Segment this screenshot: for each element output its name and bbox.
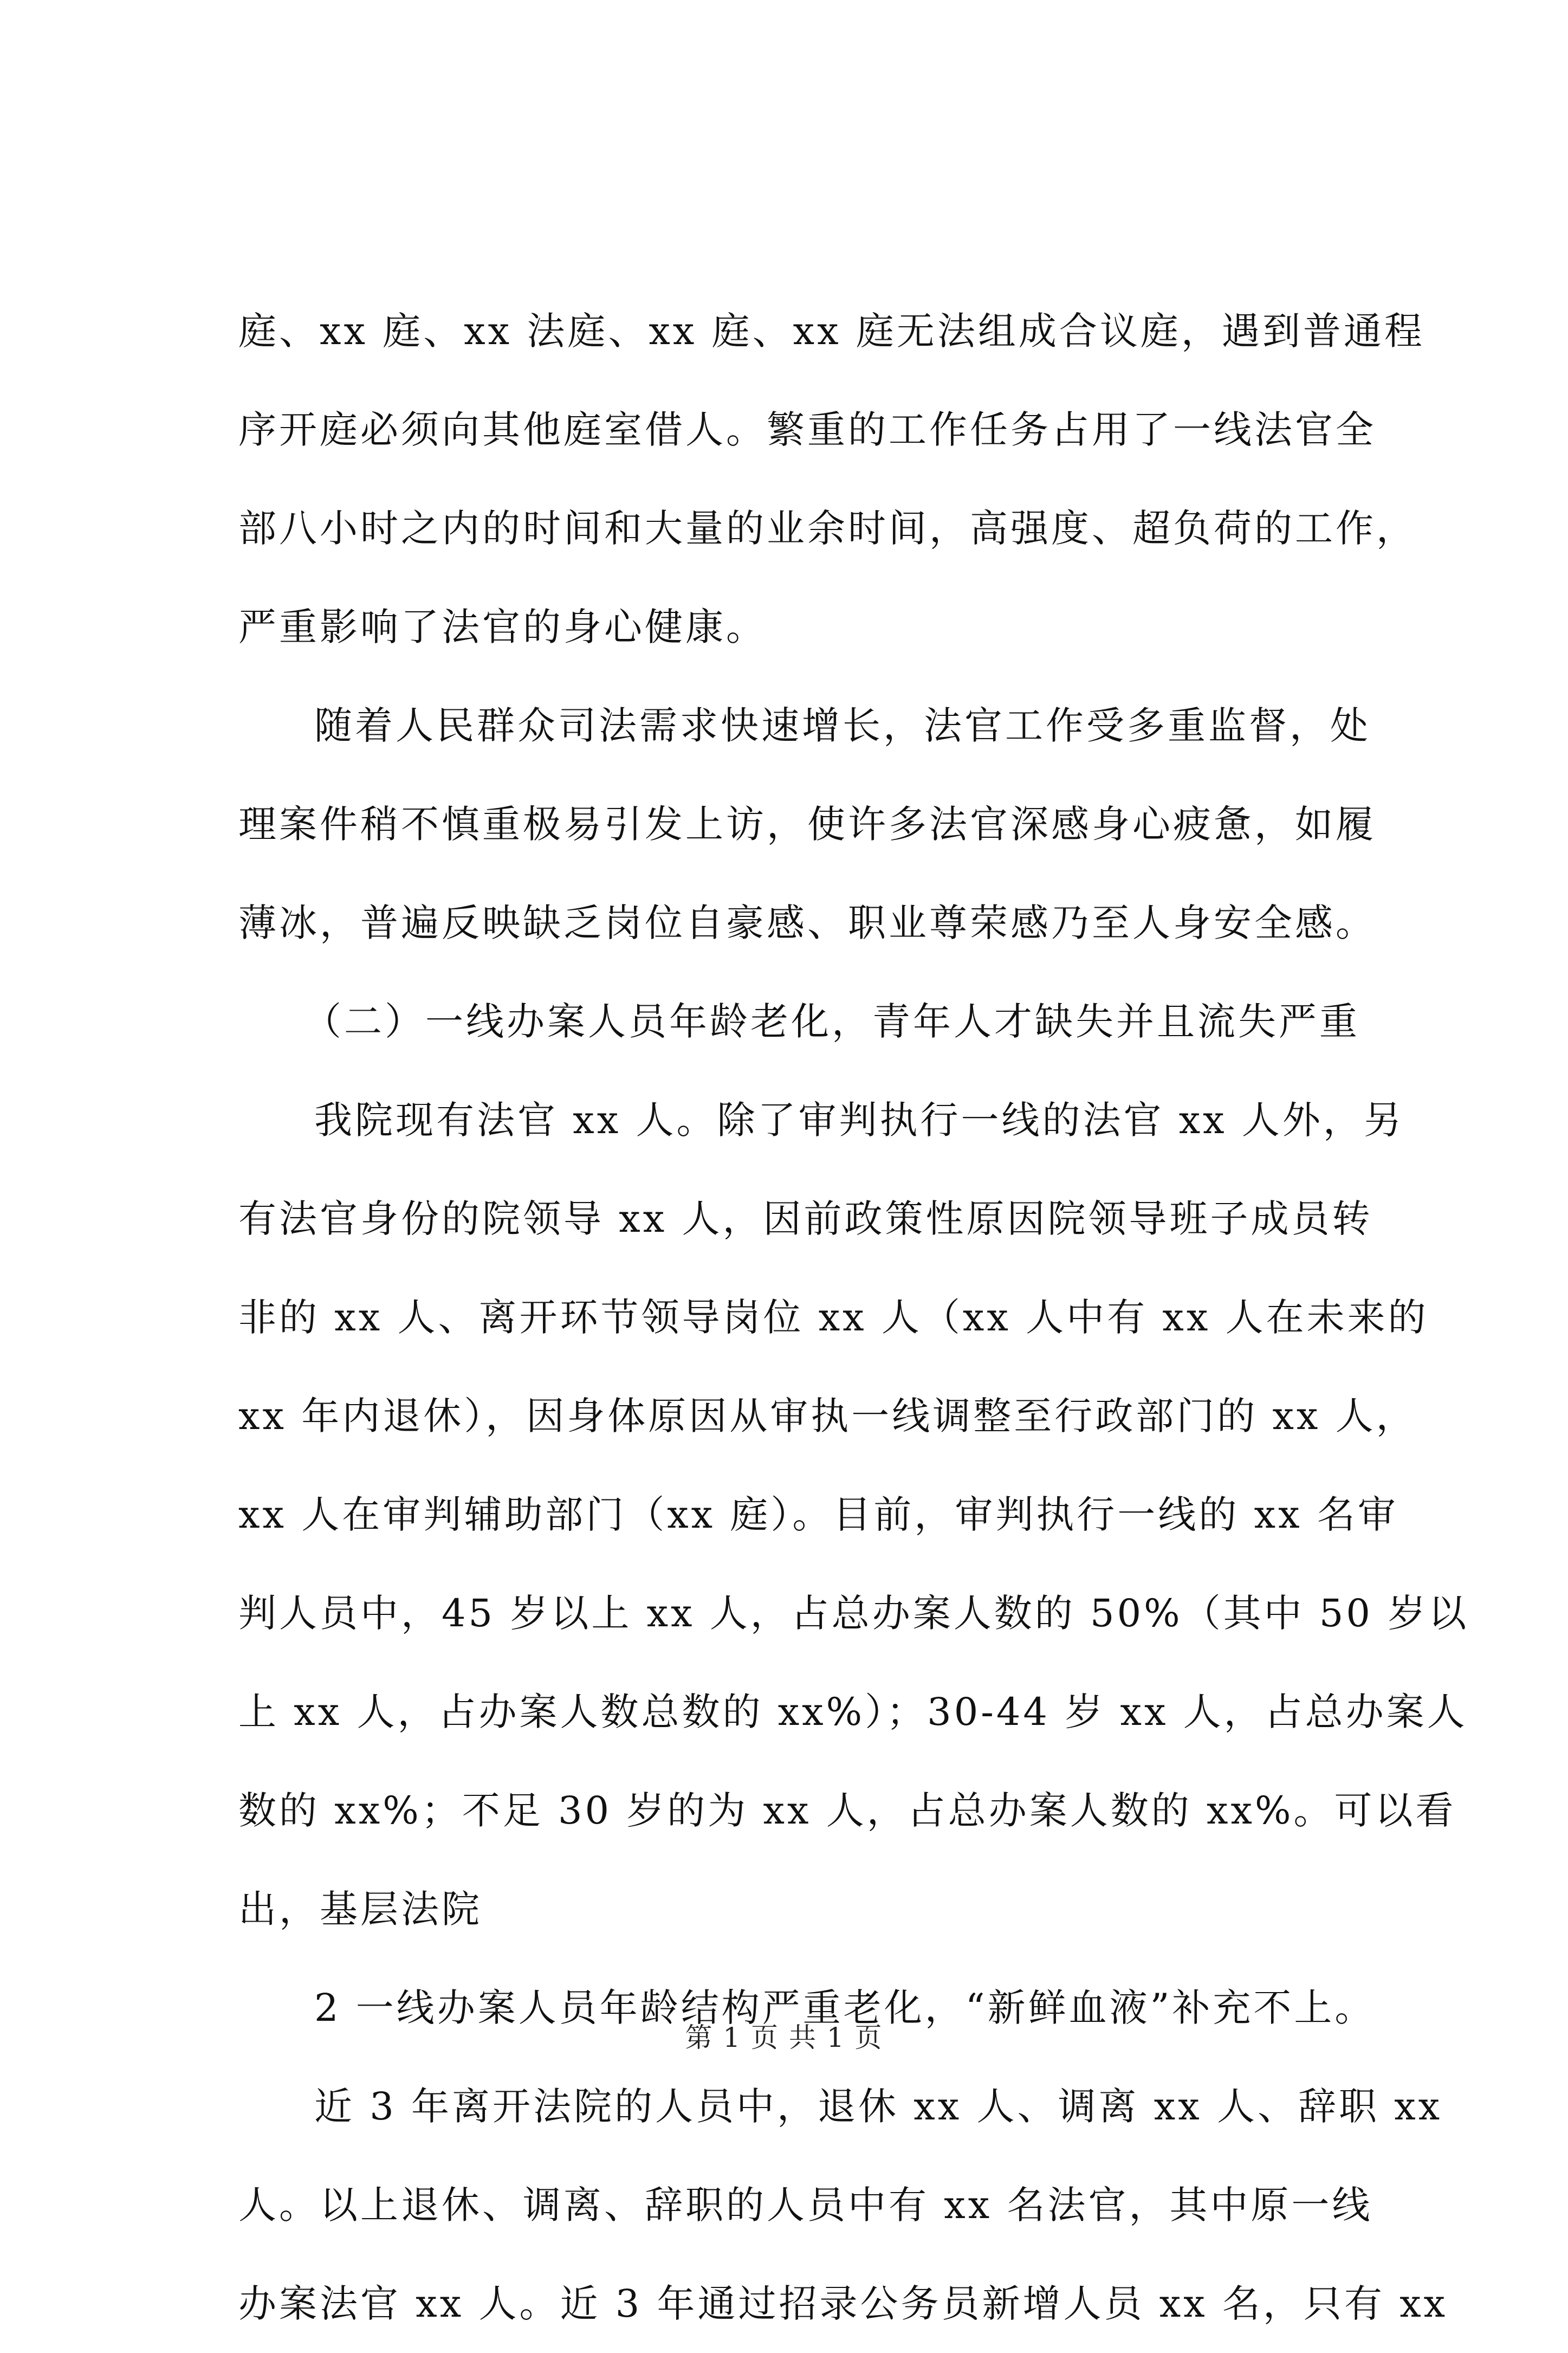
section-heading: （二）一线办案人员年龄老化，青年人才缺失并且流失严重: [303, 999, 1360, 1044]
page-footer: 第 1 页 共 1 页: [685, 2022, 883, 2053]
text-line: xx 年内退休），因身体原因从审执一线调整至行政部门的 xx 人，: [238, 1394, 1417, 1438]
text-line: 庭、xx 庭、xx 法庭、xx 庭、xx 庭无法组成合议庭，遇到普通程: [238, 309, 1425, 353]
text-line: 人。以上退休、调离、辞职的人员中有 xx 名法官，其中原一线: [238, 2183, 1373, 2227]
text-line: 出，基层法院: [238, 1887, 482, 1931]
text-line: 部八小时之内的时间和大量的业余时间，高强度、超负荷的工作，: [238, 506, 1417, 551]
text-line: 严重影响了法官的身心健康。: [238, 605, 767, 649]
text-line: 非的 xx 人、离开环节领导岗位 xx 人（xx 人中有 xx 人在未来的: [238, 1295, 1429, 1340]
paragraph-start-line: 近 3 年离开法院的人员中，退休 xx 人、调离 xx 人、辞职 xx: [314, 2084, 1443, 2129]
text-line: 理案件稍不慎重极易引发上访，使许多法官深感身心疲惫，如履: [238, 802, 1376, 846]
text-line: 办案法官 xx 人。近 3 年通过招录公务员新增人员 xx 名，只有 xx: [238, 2281, 1448, 2326]
text-line: 数的 xx%；不足 30 岁的为 xx 人，占总办案人数的 xx%。可以看: [238, 1788, 1456, 1833]
text-line: 薄冰，普遍反映缺乏岗位自豪感、职业尊荣感乃至人身安全感。: [238, 901, 1376, 945]
subheading-line: 2 一线办案人员年龄结构严重老化，“新鲜血液”补充不上。: [314, 1986, 1376, 2030]
paragraph-start-line: 随着人民群众司法需求快速增长，法官工作受多重监督，处: [314, 703, 1371, 748]
paragraph-start-line: 我院现有法官 xx 人。除了审判执行一线的法官 xx 人外，另: [314, 1098, 1404, 1142]
text-line: 有法官身份的院领导 xx 人，因前政策性原因院领导班子成员转: [238, 1197, 1373, 1241]
text-line: xx 人在审判辅助部门（xx 庭）。目前，审判执行一线的 xx 名审: [238, 1492, 1398, 1537]
text-line: 上 xx 人，占办案人数总数的 xx%）；30-44 岁 xx 人，占总办案人: [238, 1690, 1468, 1734]
text-line: 序开庭必须向其他庭室借人。繁重的工作任务占用了一线法官全: [238, 408, 1376, 452]
text-line: 判人员中，45 岁以上 xx 人，占总办案人数的 50%（其中 50 岁以: [238, 1591, 1469, 1636]
